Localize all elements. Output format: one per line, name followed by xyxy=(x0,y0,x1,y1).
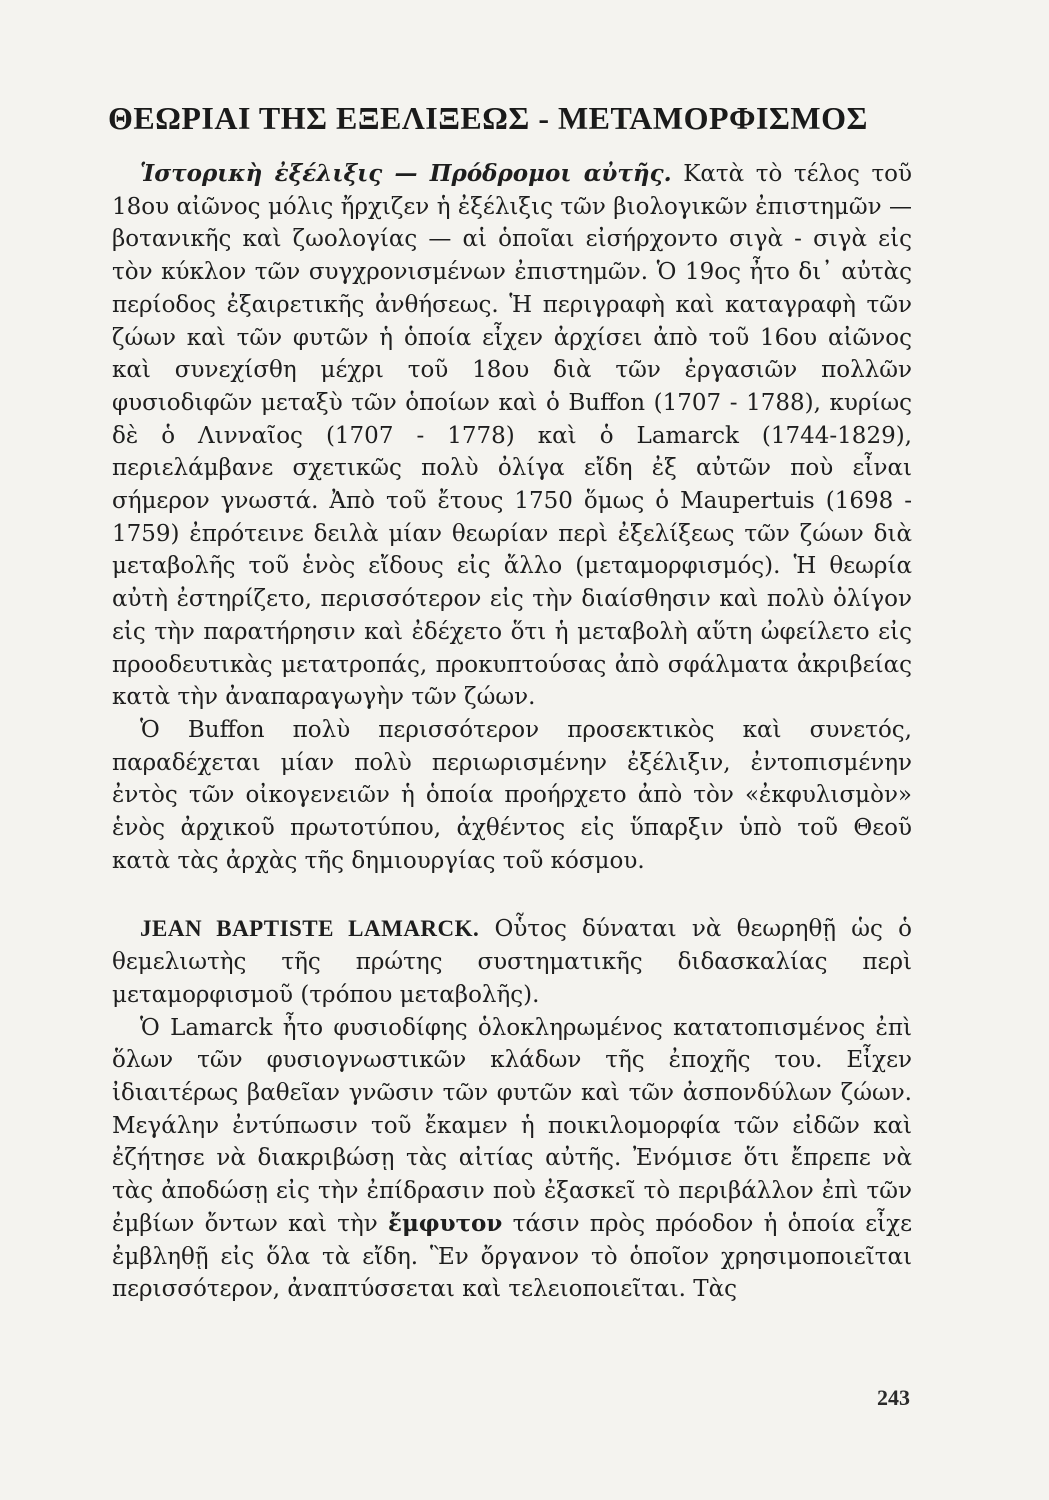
emphasized-term: ἔμφυτον xyxy=(387,1209,503,1237)
section-heading-lamarck: JEAN BAPTISTE LAMARCK. xyxy=(140,916,480,942)
page-number: 243 xyxy=(877,1385,910,1410)
paragraph-lamarck-detail-end: τάσιν πρὸς πρόοδον ἡ ὁποία εἶχε ἐμβληθῇ εἰς ὅλα τὰ εἴδη. Ἓν ὄργανον τὸ ὁποῖον χρησιμοποιεῖται περισσότερον, ἀναπτύσσεται καὶ τελειοποιεῖται. Τὰς xyxy=(112,1210,913,1303)
section-heading-history: Ἱστορικὴ ἐξέλιξις — Πρόδρομοι αὐτῆς. xyxy=(140,160,672,187)
paragraph-lamarck-intro xyxy=(112,913,912,1011)
paragraph-buffon: Ὁ Buffon πολὺ περισσότερον προσεκτικὸς καὶ συνετός, παραδέχεται μίαν πολὺ περιωρισμένην ἐξέλιξιν, ἐντοπισμένην ἐντὸς τῶν οἰκογενειῶν ἡ ὁποία προήρχετο ἀπὸ τὸν «ἐκφυλισμὸν» ἑνὸς ἀρχικοῦ πρωτοτύπου, ἀχθέντος εἰς ὕπαρξιν ὑπὸ τοῦ Θεοῦ κατὰ τὰς ἀρχὰς τῆς δημιουργίας τοῦ κόσμου. xyxy=(112,716,912,874)
body-text xyxy=(112,158,912,1306)
paragraph-lamarck-intro-text: Οὗτος δύναται νὰ θεωρηθῇ ὡς ὁ θεμελιωτὴς τῆς πρώτης συστηματικῆς διδασκαλίας περὶ μεταμορφισμοῦ (τρόπου μεταβολῆς). xyxy=(112,916,913,1008)
section-spacer xyxy=(112,877,912,913)
paragraph-history-text: Κατὰ τὸ τέλος τοῦ 18ου αἰῶνος μόλις ἤρχιζεν ἡ ἐξέλιξις τῶν βιολογικῶν ἐπιστημῶν — βοτανικῆς καὶ ζωολογίας — αἱ ὁποῖαι εἰσήρχοντο σιγὰ - σιγὰ εἰς τὸν κύκλον τῶν συγχρονισμένων ἐπιστημῶν. Ὁ 19ος ἦτο δι᾽ αὐτὰς περίοδος ἐξαιρετικῆς ἀνθήσεως. Ἡ περιγραφὴ καὶ καταγραφὴ τῶν ζώων καὶ τῶν φυτῶν ἡ ὁποία εἶχεν ἀρχίσει ἀπὸ τοῦ 16ου αἰῶνος καὶ συνεχίσθη μέχρι τοῦ 18ου διὰ τῶν ἐργασιῶν πολλῶν φυσιοδιφῶν μεταξὺ τῶν ὁποίων καὶ ὁ Buffon (1707 - 1788), κυρίως δὲ ὁ Λινναῖος (1707 - 1778) καὶ ὁ Lamarck (1744-1829), περιελάμβανε σχετικῶς πολὺ ὀλίγα εἴδη ἐξ αὐτῶν ποὺ εἶναι σήμερον γνωστά. Ἀπὸ τοῦ ἔτους 1750 ὅμως ὁ Maupertuis (1698 - 1759) ἐπρότεινε δειλὰ μίαν θεωρίαν περὶ ἐξελίξεως τῶν ζώων διὰ μεταβολῆς τοῦ ἑνὸς εἴδους εἰς ἄλλο (μεταμορφισμός). Ἡ θεωρία αὐτὴ ἐστηρίζετο, περισσότερον εἰς τὴν διαίσθησιν καὶ πολὺ ὀλίγον εἰς τὴν παρατήρησιν καὶ ἐδέχετο ὅτι ἡ μεταβολὴ αὕτη ὠφείλετο εἰς προοδευτικὰς μετατροπάς, προκυπτούσας ἀπὸ σφάλματα ἀκριβείας κατὰ τὴν ἀναπαραγωγὴν τῶν ζώων. xyxy=(112,161,912,711)
paragraph-history xyxy=(112,158,912,714)
paragraph-lamarck-detail-start: Ὁ Lamarck ἦτο φυσιοδίφης ὁλοκληρωμένος κατατοπισμένος ἐπὶ ὅλων τῶν φυσιογνωστικῶν κλάδων τῆς ἐποχῆς του. Εἶχεν ἰδιαιτέρως βαθεῖαν γνῶσιν τῶν φυτῶν καὶ τῶν ἀσπονδύλων ζώων. Μεγάλην ἐντύπωσιν τοῦ ἔκαμεν ἡ ποικιλομορφία τῶν εἰδῶν καὶ ἐζήτησε νὰ διακριβώσῃ τὰς αἰτίας αὐτῆς. Ἐνόμισε ὅτι ἔπρεπε νὰ τὰς ἀποδώσῃ εἰς τὴν ἐπίδρασιν ποὺ ἐξασκεῖ τὸ περιβάλλον ἐπὶ τῶν ἐμβίων ὄντων καὶ τὴν xyxy=(112,1014,912,1237)
chapter-title: ΘΕΩΡΙΑΙ ΤΗΣ ΕΞΕΛΙΞΕΩΣ - ΜΕΤΑΜΟΡΦΙΣΜΟΣ xyxy=(108,100,868,136)
paragraph-lamarck-detail xyxy=(112,1012,912,1306)
